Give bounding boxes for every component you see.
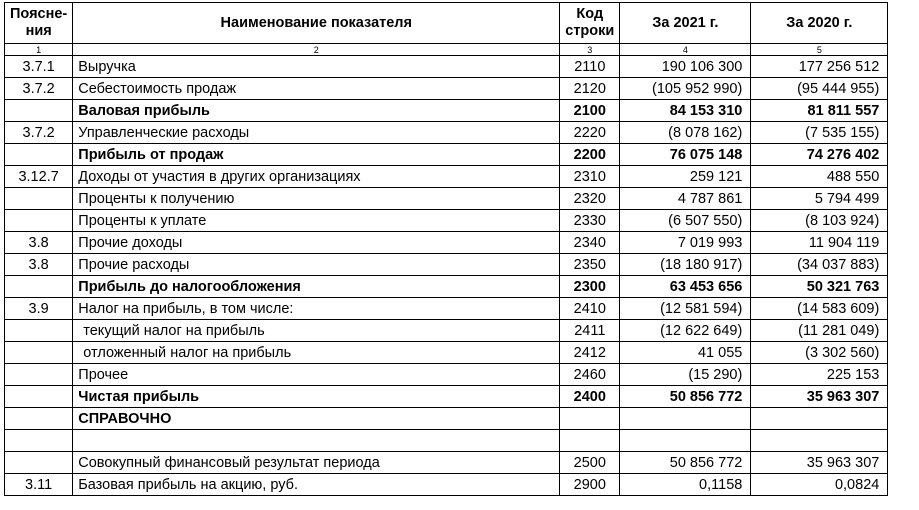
table-row: [5, 232, 888, 254]
table-body: [5, 56, 888, 496]
table-row: [5, 452, 888, 474]
row-value-2021: (12 622 649): [620, 320, 751, 342]
row-name: Себестоимость продаж: [73, 78, 560, 100]
row-code: 2340: [560, 232, 620, 254]
row-code: 2350: [560, 254, 620, 276]
row-code: 2220: [560, 122, 620, 144]
row-value-2021: [620, 430, 751, 452]
row-note: [5, 144, 73, 166]
row-value-2020: [751, 430, 888, 452]
row-name: Прибыль до налогообложения: [73, 276, 560, 298]
row-code: 2500: [560, 452, 620, 474]
column-number: 2: [73, 44, 560, 56]
row-value-2021: 50 856 772: [620, 452, 751, 474]
row-name: Доходы от участия в других организациях: [73, 166, 560, 188]
header-2020-label: За 2020 г.: [786, 14, 853, 31]
row-name: отложенный налог на прибыль: [73, 342, 560, 364]
profit-loss-table: [4, 2, 888, 496]
row-value-2021: (105 952 990): [620, 78, 751, 100]
row-note: 3.7.1: [5, 56, 73, 78]
header-name-label: Наименование показателя: [220, 14, 412, 31]
row-name: Управленческие расходы: [73, 122, 560, 144]
row-note: 3.11: [5, 474, 73, 496]
row-name: Прочие доходы: [73, 232, 560, 254]
header-notes: [5, 3, 73, 44]
row-value-2020: (7 535 155): [751, 122, 888, 144]
row-value-2021: 41 055: [620, 342, 751, 364]
row-note: [5, 408, 73, 430]
column-number-row: [5, 44, 888, 56]
row-code: 2411: [560, 320, 620, 342]
row-value-2020: 177 256 512: [751, 56, 888, 78]
row-value-2020: (8 103 924): [751, 210, 888, 232]
row-value-2020: 488 550: [751, 166, 888, 188]
table-row: [5, 254, 888, 276]
table-row: [5, 188, 888, 210]
row-code: 2900: [560, 474, 620, 496]
row-note: 3.8: [5, 254, 73, 276]
row-note: 3.7.2: [5, 122, 73, 144]
row-value-2020: 11 904 119: [751, 232, 888, 254]
row-value-2020: 5 794 499: [751, 188, 888, 210]
row-value-2021: (8 078 162): [620, 122, 751, 144]
row-code: 2300: [560, 276, 620, 298]
row-name: Налог на прибыль, в том числе:: [73, 298, 560, 320]
row-code: 2310: [560, 166, 620, 188]
row-note: [5, 364, 73, 386]
table-row: [5, 78, 888, 100]
row-note: [5, 100, 73, 122]
row-value-2020: (14 583 609): [751, 298, 888, 320]
header-name: [73, 3, 560, 44]
row-value-2020: 0,0824: [751, 474, 888, 496]
column-number: 1: [5, 44, 73, 56]
row-value-2021: 4 787 861: [620, 188, 751, 210]
table-row: [5, 320, 888, 342]
row-name: Проценты к уплате: [73, 210, 560, 232]
table-row: [5, 166, 888, 188]
row-name: Валовая прибыль: [73, 100, 560, 122]
header-code-label: Код строки: [565, 6, 615, 39]
row-note: 3.7.2: [5, 78, 73, 100]
row-code: 2320: [560, 188, 620, 210]
row-name: Проценты к получению: [73, 188, 560, 210]
row-note: 3.8: [5, 232, 73, 254]
row-name: Базовая прибыль на акцию, руб.: [73, 474, 560, 496]
table-row: [5, 386, 888, 408]
row-value-2020: (3 302 560): [751, 342, 888, 364]
row-note: [5, 342, 73, 364]
row-name: текущий налог на прибыль: [73, 320, 560, 342]
header-2020: [751, 3, 888, 44]
row-code: [560, 408, 620, 430]
header-row: [5, 3, 888, 44]
row-value-2020: (11 281 049): [751, 320, 888, 342]
row-value-2021: (15 290): [620, 364, 751, 386]
row-note: 3.9: [5, 298, 73, 320]
row-code: 2460: [560, 364, 620, 386]
row-name: СПРАВОЧНО: [73, 408, 560, 430]
row-value-2020: 35 963 307: [751, 452, 888, 474]
row-note: [5, 320, 73, 342]
header-2021-label: За 2021 г.: [652, 14, 719, 31]
row-name: Выручка: [73, 56, 560, 78]
row-name: [73, 430, 560, 452]
row-value-2021: 76 075 148: [620, 144, 751, 166]
row-note: [5, 386, 73, 408]
table-row: [5, 342, 888, 364]
row-code: 2100: [560, 100, 620, 122]
row-code: [560, 430, 620, 452]
row-note: [5, 210, 73, 232]
row-value-2020: 35 963 307: [751, 386, 888, 408]
header-code: [560, 3, 620, 44]
row-value-2021: 0,1158: [620, 474, 751, 496]
row-code: 2410: [560, 298, 620, 320]
row-code: 2110: [560, 56, 620, 78]
table-row: [5, 364, 888, 386]
row-value-2020: 50 321 763: [751, 276, 888, 298]
row-value-2021: 259 121: [620, 166, 751, 188]
row-value-2020: 81 811 557: [751, 100, 888, 122]
row-code: 2400: [560, 386, 620, 408]
row-code: 2200: [560, 144, 620, 166]
row-value-2021: (12 581 594): [620, 298, 751, 320]
row-value-2021: 50 856 772: [620, 386, 751, 408]
row-value-2020: (95 444 955): [751, 78, 888, 100]
column-number: 5: [751, 44, 888, 56]
row-note: [5, 188, 73, 210]
row-value-2021: (18 180 917): [620, 254, 751, 276]
row-code: 2412: [560, 342, 620, 364]
column-number: 4: [620, 44, 751, 56]
header-notes-label: Поясне- ния: [10, 6, 68, 39]
row-code: 2120: [560, 78, 620, 100]
row-name: Прочие расходы: [73, 254, 560, 276]
row-value-2020: [751, 408, 888, 430]
row-value-2021: 190 106 300: [620, 56, 751, 78]
row-value-2021: (6 507 550): [620, 210, 751, 232]
table-row: [5, 276, 888, 298]
row-value-2021: 63 453 656: [620, 276, 751, 298]
row-note: 3.12.7: [5, 166, 73, 188]
row-value-2020: 225 153: [751, 364, 888, 386]
financial-statement: [4, 2, 888, 496]
row-value-2020: (34 037 883): [751, 254, 888, 276]
table-row: [5, 144, 888, 166]
table-row: [5, 474, 888, 496]
row-note: [5, 276, 73, 298]
table-row: [5, 56, 888, 78]
table-row: [5, 210, 888, 232]
row-value-2021: 84 153 310: [620, 100, 751, 122]
row-value-2021: 7 019 993: [620, 232, 751, 254]
row-value-2020: 74 276 402: [751, 144, 888, 166]
row-name: Чистая прибыль: [73, 386, 560, 408]
row-note: [5, 452, 73, 474]
table-row: [5, 408, 888, 430]
row-name: Прочее: [73, 364, 560, 386]
table-row: [5, 122, 888, 144]
table-row: [5, 298, 888, 320]
table-row: [5, 430, 888, 452]
row-note: [5, 430, 73, 452]
row-name: Прибыль от продаж: [73, 144, 560, 166]
table-row: [5, 100, 888, 122]
column-number: 3: [560, 44, 620, 56]
row-value-2021: [620, 408, 751, 430]
row-name: Совокупный финансовый результат периода: [73, 452, 560, 474]
row-code: 2330: [560, 210, 620, 232]
header-2021: [620, 3, 751, 44]
